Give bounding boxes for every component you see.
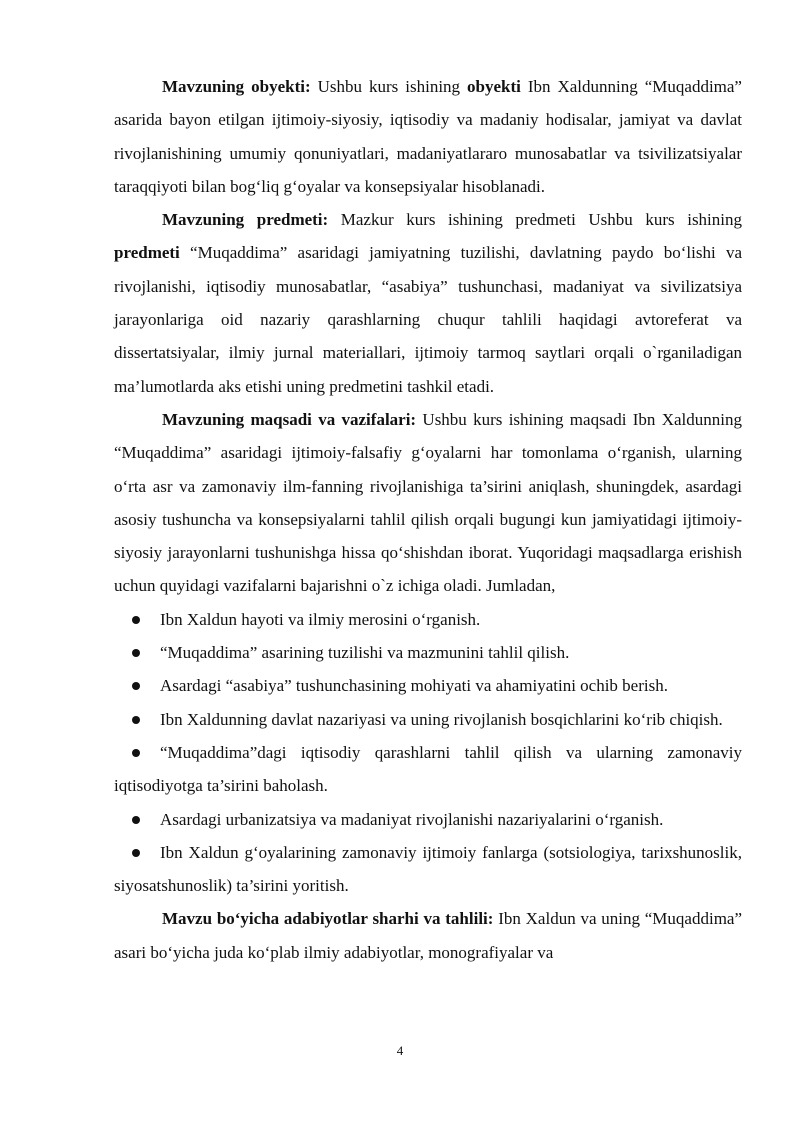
bullet-icon bbox=[132, 616, 140, 624]
document-page bbox=[114, 70, 742, 969]
object-paragraph bbox=[114, 70, 742, 203]
goals-text: Ushbu kurs ishining maqsadi Ibn Xaldunning “Muqaddima” asaridagi ijtimoiy-falsafiy g‘oyalarni har tomonlama o‘rganish, ularning o‘rta asr va zamonaviy ilm-fanning rivojlanishiga ta’sirini aniqlash, shuningdek, asardagi asosiy tushuncha va konsepsiyalarni tahlil qilish orqali bugungi kun jamiyatidagi ijtimoiy-siyosiy jarayonlarni tushunishga hissa qo‘shishdan iborat. Yuqoridagi maqsadlarga erishish uchun quyidagi vazifalarni bajarishni o`z ichiga oladi. Jumladan, bbox=[114, 409, 743, 596]
goals-label: Mavzuning maqsadi va vazifalari: bbox=[162, 409, 417, 429]
task-text: Ibn Xaldunning davlat nazariyasi va uning rivojlanish bosqichlarini ko‘rib chiqish. bbox=[160, 709, 723, 729]
goals-paragraph bbox=[114, 403, 742, 603]
bullet-icon bbox=[132, 682, 140, 690]
object-text-2: Ibn Xaldunning “Muqaddima” asarida bayon etilgan ijtimoiy-siyosiy, iqtisodiy va madaniy hodisalar, jamiyat va davlat rivojlanishining umumiy qonuniyatlari, madaniyatlararo munosabatlar va tsivilizatsiyalar taraqqiyoti bilan bog‘liq g‘oyalar va konsepsiyalar hisoblanadi. bbox=[114, 77, 742, 196]
literature-paragraph bbox=[114, 902, 742, 969]
task-text: Asardagi urbanizatsiya va madaniyat rivojlanishi nazariyalarini o‘rganish. bbox=[160, 809, 664, 829]
task-list-item bbox=[114, 736, 742, 803]
subject-text-2: “Muqaddima” asaridagi jamiyatning tuzilishi, davlatning paydo bo‘lishi va rivojlanishi, iqtisodiy munosabatlar, “asabiya” tushunchasi, madaniyat va sivilizatsiya jarayonlariga oid nazariy qarashlarning chuqur tahlili haqidagi avtoreferat va dissertatsiyalar, ilmiy jurnal materiallari, ijtimoiy tarmoq saytlari orqali o`rganiladigan ma’lumotlarda aks etishi uning predmetini tashkil etadi. bbox=[114, 243, 742, 396]
task-list-item bbox=[114, 669, 742, 702]
bullet-icon bbox=[132, 649, 140, 657]
object-bold-word: obyekti bbox=[467, 77, 521, 96]
task-list-item bbox=[114, 636, 742, 669]
object-text-1: Ushbu kurs ishining bbox=[310, 77, 468, 96]
page-number: 4 bbox=[396, 1043, 404, 1058]
task-list-item bbox=[114, 836, 742, 903]
task-text: “Muqaddima”dagi iqtisodiy qarashlarni tahlil qilish va ularning zamonaviy iqtisodiyotga ta’sirini baholash. bbox=[114, 742, 742, 796]
literature-label: Mavzu bo‘yicha adabiyotlar sharhi va tahlili: bbox=[162, 909, 494, 929]
object-label: Mavzuning obyekti: bbox=[162, 77, 311, 96]
task-list-item bbox=[114, 603, 742, 636]
bullet-icon bbox=[132, 849, 140, 857]
task-text: “Muqaddima” asarining tuzilishi va mazmunini tahlil qilish. bbox=[160, 643, 570, 663]
bullet-icon bbox=[132, 749, 140, 757]
bullet-icon bbox=[132, 816, 140, 824]
task-list-item bbox=[114, 803, 742, 836]
subject-label: Mavzuning predmeti: bbox=[162, 210, 329, 230]
task-text: Ibn Xaldun g‘oyalarining zamonaviy ijtimoiy fanlarga (sotsiologiya, tarixshunoslik, siyosatshunoslik) ta’sirini yoritish. bbox=[114, 842, 742, 896]
task-text: Ibn Xaldun hayoti va ilmiy merosini o‘rganish. bbox=[160, 609, 481, 629]
task-text: Asardagi “asabiya” tushunchasining mohiyati va ahamiyatini ochib berish. bbox=[160, 676, 668, 696]
subject-paragraph bbox=[114, 203, 742, 403]
bullet-icon bbox=[132, 716, 140, 724]
subject-bold-word: predmeti bbox=[114, 243, 180, 263]
subject-text-1: Mazkur kurs ishining predmeti Ushbu kurs ishining bbox=[328, 210, 743, 230]
literature-text: Ibn Xaldun va uning “Muqaddima” asari bo‘yicha juda ko‘plab ilmiy adabiyotlar, monografiyalar va bbox=[114, 909, 743, 962]
task-list-item bbox=[114, 703, 742, 736]
